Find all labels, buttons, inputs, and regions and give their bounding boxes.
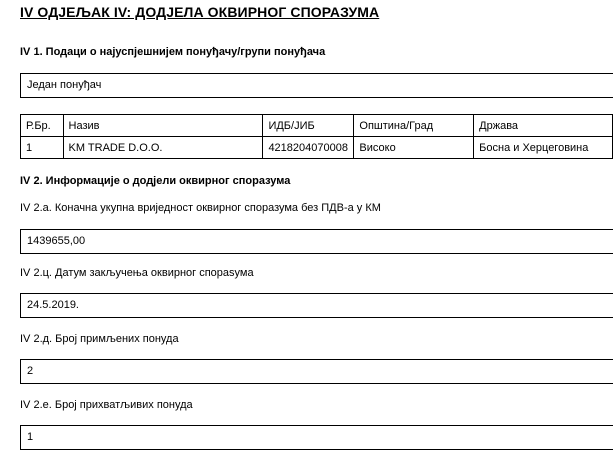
supplier-heading: IV 1. Подаци о најуспјешнијем понуђачу/групи понуђача	[20, 46, 326, 58]
received-bids-field: 2	[20, 359, 613, 384]
acceptable-bids-label: IV 2.е. Број прихватљивих понуда	[20, 399, 193, 411]
page-title: IV ОДЈЕЉАК IV: ДОДЈЕЛА ОКВИРНОГ СПОРАЗУМА	[20, 4, 380, 20]
column-header-country: Држава	[474, 115, 613, 137]
column-header-name: Назив	[63, 115, 263, 137]
table-row	[21, 137, 613, 159]
contract-date-field: 24.5.2019.	[20, 293, 613, 318]
final-value-label: IV 2.а. Коначна укупна вриједност оквирног споразума без ПДВ-а у КМ	[20, 202, 381, 214]
received-bids-label: IV 2.д. Број примљених понуда	[20, 333, 179, 345]
supplier-type-field: Један понуђач	[20, 73, 613, 98]
column-header-municipality: Општина/Град	[354, 115, 474, 137]
award-info-heading: IV 2. Информације о додјели оквирног споразума	[20, 175, 291, 187]
cell-municipality: Високо	[354, 137, 474, 159]
cell-number: 1	[21, 137, 64, 159]
cell-id: 4218204070008	[263, 137, 354, 159]
table-header-row	[21, 115, 613, 137]
column-header-id: ИДБ/ЈИБ	[263, 115, 354, 137]
cell-name: KM TRADE D.O.O.	[63, 137, 263, 159]
supplier-table	[20, 114, 613, 159]
acceptable-bids-field: 1	[20, 425, 613, 450]
contract-date-label: IV 2.ц. Датум закључења оквирног спораsума	[20, 267, 254, 279]
cell-country: Босна и Херцеговина	[474, 137, 613, 159]
final-value-field: 1439655,00	[20, 229, 613, 254]
column-header-number: Р.Бр.	[21, 115, 64, 137]
